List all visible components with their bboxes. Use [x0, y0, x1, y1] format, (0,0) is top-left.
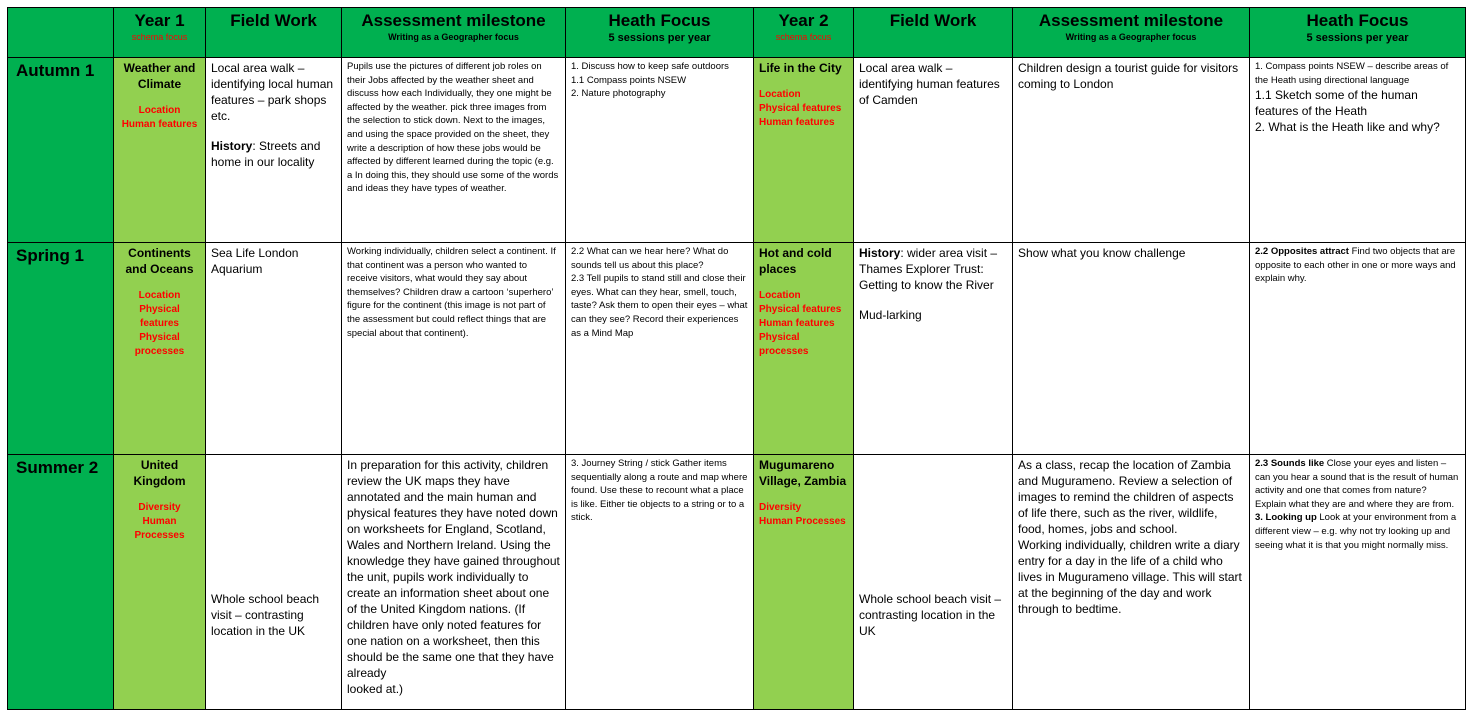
year2-fieldwork-extra: Mud-larking — [859, 308, 922, 322]
year1-tags: Location Human features — [121, 105, 198, 130]
header-heath1 — [566, 8, 754, 58]
year1-title: Year 1 — [134, 11, 185, 30]
year1-fieldwork-cell — [206, 455, 342, 710]
assessment2-subtitle: Writing as a Geographer focus — [1065, 32, 1197, 42]
heath1-subtitle: 5 sessions per year — [608, 32, 711, 44]
term-label: Autumn 1 — [8, 58, 114, 243]
year2-title: Year 2 — [778, 11, 829, 30]
table-row-autumn1 — [8, 58, 1466, 243]
heath-activity-text: Find two objects that are opposite to each other in one or more ways and explain why. — [1255, 246, 1456, 285]
year1-topic-cell — [114, 58, 206, 243]
year2-fieldwork-cell — [854, 455, 1013, 710]
year1-assessment-cell: Pupils use the pictures of different job roles on their Jobs affected by the weather sheet and discuss how each Individually, they one might be affected by the weather. pick three images from the selection to stick down. Next to the images, and using the space provided on the sheet, they write a description of how these jobs would be affected by different learned during the topic (e.g. a In doing this, they should use some of the words and ideas they have types of weather. — [342, 58, 566, 243]
assessment2-title: Assessment milestone — [1038, 11, 1224, 30]
year2-topic: Mugumareno Village, Zambia — [759, 458, 847, 488]
year2-assessment-cell: Show what you know challenge — [1013, 243, 1250, 455]
year1-heath-cell: 2.2 What can we hear here? What do sounds tell us about this place? 2.3 Tell pupils to stand still and close their eyes. What can they hear, smell, touch, taste? Ask them to open their eyes – what can they see? Record their experiences as a Mind Map — [566, 243, 754, 455]
assessment1-subtitle: Writing as a Geographer focus — [388, 32, 519, 42]
year2-subtitle: schema focus — [775, 32, 832, 42]
assessment1-title: Assessment milestone — [361, 11, 546, 30]
header-heath2 — [1250, 8, 1466, 58]
header-blank-cell — [8, 8, 114, 58]
fieldwork1-title: Field Work — [230, 11, 317, 30]
year2-tags: Location Physical features Human features Physical processes — [759, 290, 842, 357]
header-year1 — [114, 8, 206, 58]
history-label: History — [211, 139, 253, 153]
year2-topic-cell — [754, 243, 854, 455]
fieldwork2-title: Field Work — [889, 11, 977, 30]
year2-tags: Location Physical features Human features — [759, 89, 842, 128]
year1-assessment-cell: In preparation for this activity, children review the UK maps they have annotated and the main human and physical features they have noted down on worksheets for England, Scotland, Wales and Northern Ireland. Using the knowledge they have gained throughout the unit, pupils work individually to create an information sheet about one of the United Kingdom nations. (If children have only noted features for one nation on a worksheet, then this should be the same one that they have already looked at.) — [342, 455, 566, 710]
year1-tags: Location Physical features Physical processes — [134, 290, 185, 357]
header-assessment2 — [1013, 8, 1250, 58]
header-assessment1 — [342, 8, 566, 58]
heath-activity-text: Close your eyes and listen – can you hear a sound that is the result of human activity and one that comes from nature? Explain what they are and where they are from. — [1255, 458, 1459, 510]
curriculum-table — [7, 7, 1466, 710]
year1-topic: United Kingdom — [133, 458, 186, 488]
year1-fieldwork-cell — [206, 58, 342, 243]
year2-assessment-cell: Children design a tourist guide for visitors coming to London — [1013, 58, 1250, 243]
term-label: Summer 2 — [8, 455, 114, 710]
year1-tags: Diversity Human Processes — [134, 502, 185, 541]
term-label: Spring 1 — [8, 243, 114, 455]
year1-topic: Continents and Oceans — [125, 246, 194, 276]
history-text: : wider area visit – Thames Explorer Trust: Getting to know the River — [859, 246, 998, 292]
year1-subtitle: schema focus — [131, 32, 188, 42]
year1-fieldwork-cell: Sea Life London Aquarium — [206, 243, 342, 455]
year2-heath-cell — [1250, 58, 1466, 243]
heath-activity-label: 2.3 Sounds like — [1255, 458, 1325, 469]
header-year2 — [754, 8, 854, 58]
year1-heath-cell: 3. Journey String / stick Gather items sequentially along a route and map where found. Use these to recount what a place is like. Either tie objects to a string or to a stick. — [566, 455, 754, 710]
year1-heath-cell: 1. Discuss how to keep safe outdoors 1.1 Compass points NSEW 2. Nature photography — [566, 58, 754, 243]
year2-topic: Hot and cold places — [759, 246, 832, 276]
heath2-title: Heath Focus — [1306, 11, 1409, 30]
year2-fieldwork-cell: Local area walk – identifying human features of Camden — [854, 58, 1013, 243]
table-row-spring1 — [8, 243, 1466, 455]
header-fieldwork1 — [206, 8, 342, 58]
year1-topic-cell — [114, 455, 206, 710]
heath1-title: Heath Focus — [608, 11, 711, 30]
year2-topic-cell — [754, 455, 854, 710]
heath-activity-label: 3. Looking up — [1255, 512, 1317, 524]
year2-heath-cell — [1250, 455, 1466, 710]
history-text: : Streets and home in our locality — [211, 139, 321, 169]
year2-heath-cell — [1250, 243, 1466, 455]
year2-heath-large: 1.1 Sketch some of the human features of the Heath 2. What is the Heath like and why? — [1255, 88, 1440, 135]
heath-activity-label: 2.2 Opposites attract — [1255, 246, 1349, 257]
header-fieldwork2 — [854, 8, 1013, 58]
heath-activity-text: Look at your environment from a different view – e.g. why not try looking up and seeing what it is that you might normally miss. — [1255, 512, 1457, 551]
year2-heath-small: 1. Compass points NSEW – describe areas of the Heath using directional language — [1255, 61, 1449, 86]
header-row — [8, 8, 1466, 58]
year2-fieldwork-cell — [854, 243, 1013, 455]
year1-assessment-cell: Working individually, children select a continent. If that continent was a person who wanted to receive visitors, what would they say about themselves? Children draw a cartoon ‘superhero’ figure for the continent (this image is not part of the assessment but could reflect things that are special about that continent). — [342, 243, 566, 455]
year1-topic-cell — [114, 243, 206, 455]
year1-fieldwork: Whole school beach visit – contrasting location in the UK — [211, 592, 320, 638]
table-row-summer2 — [8, 455, 1466, 710]
year2-assessment-cell: As a class, recap the location of Zambia and Mugurameno. Review a selection of images to remind the children of aspects of life there, such as the river, wildlife, food, homes, jobs and school. Working individually, children write a diary entry for a day in the life of a child who lives in Mugurameno village. This will start at the beginning of the day and work through to bedtime. — [1013, 455, 1250, 710]
year1-topic: Weather and Climate — [123, 61, 196, 91]
year2-topic-cell — [754, 58, 854, 243]
year1-fieldwork: Local area walk – identifying local human features – park shops etc. — [211, 61, 334, 123]
year2-fieldwork: Whole school beach visit – contrasting location in the UK — [859, 592, 1002, 638]
heath2-subtitle: 5 sessions per year — [1306, 32, 1409, 44]
history-label: History — [859, 246, 901, 260]
year2-tags: Diversity Human Processes — [759, 502, 846, 527]
year2-topic: Life in the City — [759, 61, 842, 75]
